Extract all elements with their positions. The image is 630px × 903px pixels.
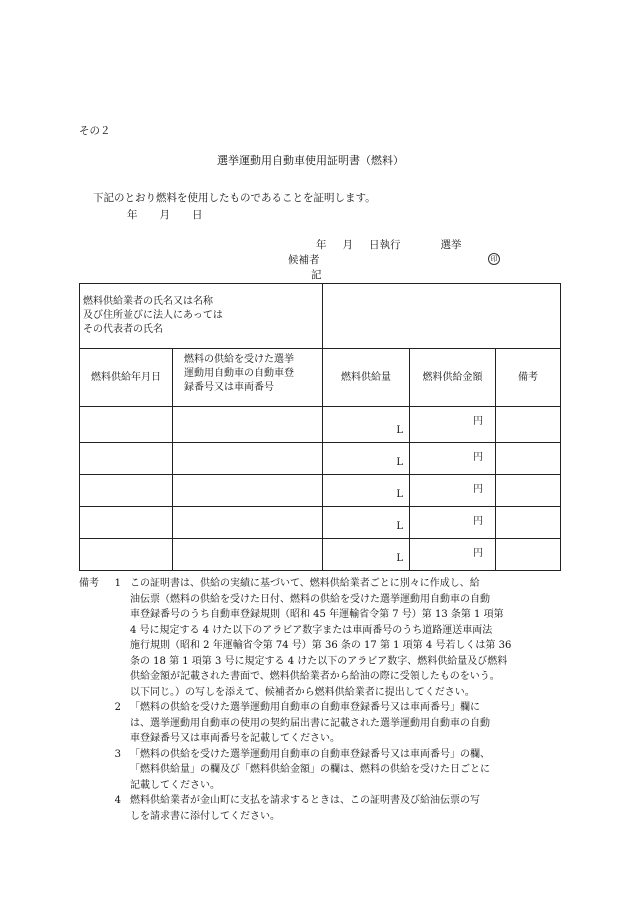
note-line: しを請求書に添付してください。 bbox=[130, 810, 280, 822]
note-item-2 bbox=[79, 700, 561, 716]
election-month: 月 bbox=[342, 239, 353, 251]
amount-cell[interactable] bbox=[323, 507, 410, 539]
date-cell[interactable] bbox=[80, 539, 173, 571]
header-amount: 燃料供給量 bbox=[323, 349, 410, 407]
amount-cell[interactable] bbox=[323, 407, 410, 443]
certification-statement: 下記のとおり燃料を使用したものであることを証明します。 bbox=[93, 192, 376, 204]
date-line bbox=[127, 207, 203, 222]
supplier-label-line-1: 燃料供給業者の氏名又は名称 bbox=[83, 296, 213, 307]
note-line: この証明書は、供給の実績に基づいて、燃料供給業者ごとに別々に作成し、給 bbox=[130, 578, 480, 589]
date-year: 年 bbox=[127, 209, 138, 221]
vehicle-cell[interactable] bbox=[173, 407, 323, 443]
note-line: 車登録番号又は車両番号を記載してください。 bbox=[130, 733, 340, 744]
remarks-cell[interactable] bbox=[496, 475, 561, 507]
seal-mark bbox=[488, 252, 500, 265]
price-cell[interactable] bbox=[410, 443, 496, 475]
note-line: 4 号に規定する 4 けた以下のアラビア数字または車両番号のうち道路運送車両法 bbox=[130, 624, 493, 636]
header-price: 燃料供給金額 bbox=[410, 349, 496, 407]
price-cell[interactable] bbox=[410, 475, 496, 507]
note-line: 以下同じ。）の写しを添えて、候補者から燃料供給業者に提出してください。 bbox=[130, 686, 475, 698]
supplier-row bbox=[80, 284, 561, 349]
liter-unit: L bbox=[396, 553, 403, 564]
header-vehicle-line-2: 運動用自動車の自動車登 bbox=[184, 368, 294, 379]
note-number: 1 bbox=[114, 578, 121, 589]
price-cell[interactable] bbox=[410, 507, 496, 539]
remarks-cell[interactable] bbox=[496, 507, 561, 539]
header-row bbox=[80, 349, 561, 407]
notes-heading: 備考 bbox=[79, 578, 99, 589]
header-remarks: 備考 bbox=[496, 349, 561, 407]
date-cell[interactable] bbox=[80, 507, 173, 539]
note-item-4 bbox=[79, 793, 561, 809]
liter-unit: L bbox=[396, 489, 403, 500]
table-row bbox=[80, 507, 561, 539]
vehicle-cell[interactable] bbox=[173, 507, 323, 539]
fuel-usage-table bbox=[79, 283, 561, 571]
header-date: 燃料供給年月日 bbox=[80, 349, 173, 407]
supplier-label-line-2: 及び住所並びに法人にあっては bbox=[83, 310, 223, 321]
yen-unit: 円 bbox=[473, 416, 483, 427]
supplier-value-cell[interactable] bbox=[323, 284, 561, 349]
table-row bbox=[80, 475, 561, 507]
amount-cell[interactable] bbox=[323, 443, 410, 475]
note-line: 「燃料供給量」の欄及び「燃料供給金額」の欄は、燃料の供給を受けた日ごとに bbox=[130, 764, 490, 775]
note-line: 「燃料の供給を受けた選挙運動用自動車の自動車登録番号又は車両番号」の欄、 bbox=[130, 748, 490, 760]
note-line: 「燃料の供給を受けた選挙運動用自動車の自動車登録番号又は車両番号」欄に bbox=[130, 702, 480, 713]
price-cell[interactable] bbox=[410, 407, 496, 443]
notes-section bbox=[79, 576, 561, 824]
candidate-label: 候補者 bbox=[288, 254, 320, 266]
remarks-cell[interactable] bbox=[496, 407, 561, 443]
date-month: 月 bbox=[159, 209, 170, 221]
note-number: 2 bbox=[114, 702, 121, 713]
header-vehicle bbox=[173, 349, 323, 407]
seal-icon: 印 bbox=[488, 253, 500, 265]
election-line bbox=[316, 237, 462, 252]
liter-unit: L bbox=[396, 457, 403, 468]
note-line: 油伝票（燃料の供給を受けた日付、燃料の供給を受けた選挙運動用自動車の自動 bbox=[130, 593, 490, 605]
remarks-cell[interactable] bbox=[496, 539, 561, 571]
date-cell[interactable] bbox=[80, 443, 173, 475]
yen-unit: 円 bbox=[473, 548, 483, 559]
note-line: 車登録番号のうち自動車登録規則（昭和 45 年運輸省令第 7 号）第 13 条第 1 項第 bbox=[130, 609, 504, 620]
amount-cell[interactable] bbox=[323, 539, 410, 571]
page-title: 選挙運動用自動車使用証明書（燃料） bbox=[217, 154, 404, 167]
liter-unit: L bbox=[396, 521, 403, 532]
note-line: 供給金額が記載された書面で、燃料供給業者から給油の際に受領したものをいう。 bbox=[130, 671, 500, 682]
table-row bbox=[80, 407, 561, 443]
date-cell[interactable] bbox=[80, 407, 173, 443]
election-year: 年 bbox=[316, 239, 327, 251]
yen-unit: 円 bbox=[473, 452, 483, 463]
yen-unit: 円 bbox=[473, 516, 483, 527]
note-line: 条の 18 第 1 項第 3 号に規定する 4 けた以下のアラビア数字、燃料供給量及び燃料 bbox=[130, 655, 508, 667]
supplier-label-line-3: その代表者の氏名 bbox=[83, 324, 163, 335]
vehicle-cell[interactable] bbox=[173, 443, 323, 475]
note-line: 記載してください。 bbox=[130, 779, 220, 791]
note-item-3 bbox=[79, 747, 561, 763]
note-item-1 bbox=[79, 576, 561, 592]
note-line: は、選挙運動用自動車の使用の契約届出書に記載された選挙運動用自動車の自動 bbox=[130, 717, 490, 729]
table-row bbox=[80, 443, 561, 475]
remarks-cell[interactable] bbox=[496, 443, 561, 475]
amount-cell[interactable] bbox=[323, 475, 410, 507]
table-row bbox=[80, 539, 561, 571]
note-number: 4 bbox=[114, 795, 121, 806]
yen-unit: 円 bbox=[473, 484, 483, 495]
price-cell[interactable] bbox=[410, 539, 496, 571]
election-name: 選挙 bbox=[440, 239, 462, 251]
header-vehicle-line-1: 燃料の供給を受けた選挙 bbox=[184, 354, 294, 365]
supplier-label-cell bbox=[80, 284, 323, 349]
vehicle-cell[interactable] bbox=[173, 539, 323, 571]
form-number: その２ bbox=[79, 125, 111, 137]
note-line: 施行規則（昭和 2 年運輸省令第 74 号）第 36 条の 17 第 1 項第 4 号若しくは第 36 bbox=[130, 640, 512, 651]
liter-unit: L bbox=[396, 425, 403, 436]
note-line: 燃料供給業者が金山町に支払を請求するときは、この証明書及び給油伝票の写 bbox=[130, 795, 480, 806]
vehicle-cell[interactable] bbox=[173, 475, 323, 507]
date-cell[interactable] bbox=[80, 475, 173, 507]
note-number: 3 bbox=[114, 748, 121, 760]
election-held-day: 日執行 bbox=[369, 239, 401, 251]
header-vehicle-line-3: 録番号又は車両番号 bbox=[184, 382, 274, 393]
date-day: 日 bbox=[192, 209, 203, 221]
ki-label: 記 bbox=[311, 269, 322, 281]
